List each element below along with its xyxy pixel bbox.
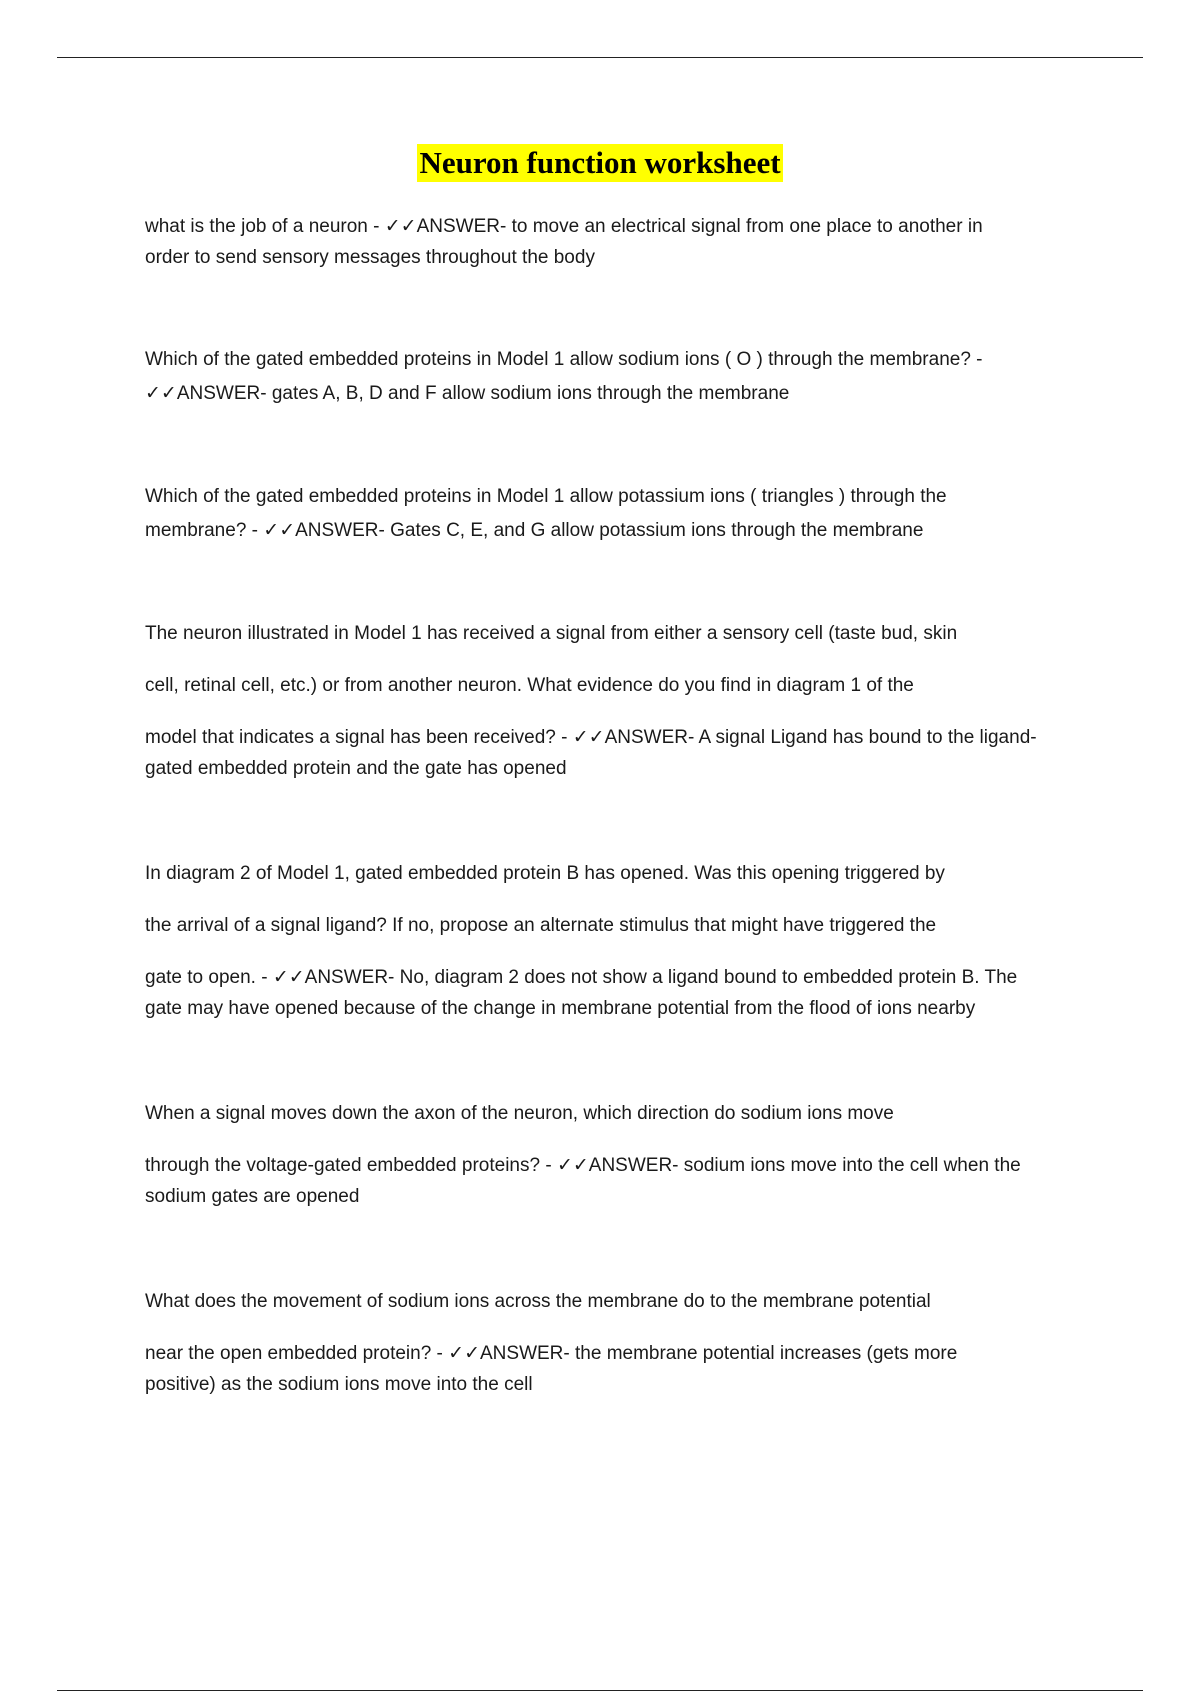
qa-line: through the voltage-gated embedded proteins? - ✓✓ANSWER- sodium ions move into the cell when the: [145, 1155, 1021, 1176]
qa-item-2: [145, 344, 1095, 409]
qa-line: the arrival of a signal ligand? If no, propose an alternate stimulus that might have triggered the: [145, 915, 937, 936]
qa-line: near the open embedded protein? - ✓✓ANSWER- the membrane potential increases (gets more: [145, 1343, 958, 1364]
qa-item-1: [145, 211, 1095, 273]
qa-line: ✓✓ANSWER- gates A, B, D and F allow sodium ions through the membrane: [145, 383, 790, 404]
qa-line: sodium gates are opened: [145, 1186, 360, 1207]
qa-line: When a signal moves down the axon of the neuron, which direction do sodium ions move: [145, 1103, 894, 1124]
qa-line: gate to open. - ✓✓ANSWER- No, diagram 2 does not show a ligand bound to embedded protein B. The: [145, 967, 1018, 988]
qa-item-5: [145, 858, 1095, 1024]
page-title: Neuron function worksheet: [419, 145, 781, 180]
qa-line: The neuron illustrated in Model 1 has received a signal from either a sensory cell (taste bud, skin: [145, 623, 958, 644]
qa-item-3: [145, 481, 1095, 546]
qa-line: gate may have opened because of the change in membrane potential from the flood of ions nearby: [145, 998, 976, 1019]
qa-line: In diagram 2 of Model 1, gated embedded protein B has opened. Was this opening triggered by: [145, 863, 945, 884]
qa-line: order to send sensory messages throughout the body: [145, 247, 595, 268]
qa-line: Which of the gated embedded proteins in Model 1 allow potassium ions ( triangles ) through the: [145, 486, 947, 507]
qa-line: what is the job of a neuron - ✓✓ANSWER- to move an electrical signal from one place to another in: [145, 216, 983, 237]
qa-line: Which of the gated embedded proteins in Model 1 allow sodium ions ( O ) through the membrane? -: [145, 349, 983, 370]
bottom-rule: [57, 1690, 1143, 1691]
qa-item-7: [145, 1286, 1095, 1400]
qa-line: positive) as the sodium ions move into the cell: [145, 1374, 533, 1395]
qa-line: What does the movement of sodium ions across the membrane do to the membrane potential: [145, 1291, 931, 1312]
qa-item-4: [145, 618, 1095, 784]
top-rule: [57, 57, 1143, 58]
qa-line: membrane? - ✓✓ANSWER- Gates C, E, and G allow potassium ions through the membrane: [145, 520, 924, 541]
qa-line: cell, retinal cell, etc.) or from another neuron. What evidence do you find in diagram 1 of the: [145, 675, 914, 696]
qa-line: model that indicates a signal has been received? - ✓✓ANSWER- A signal Ligand has bound to the ligand-: [145, 727, 1037, 748]
qa-line: gated embedded protein and the gate has opened: [145, 758, 567, 779]
title-container: [0, 144, 1200, 182]
qa-item-6: [145, 1098, 1095, 1212]
